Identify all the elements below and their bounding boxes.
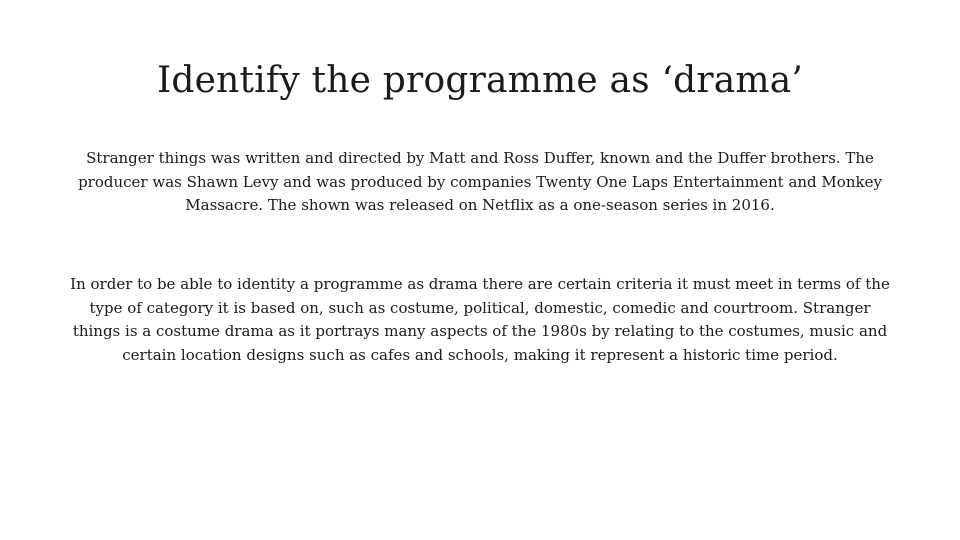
paragraph-production-info: Stranger things was written and directed by Matt and Ross Duffer, known and the Duffer brothers. The producer was Shawn Levy and was produced by companies Twenty One Laps Entertainment and Monkey Massacre. The shown was released on Netflix as a one-season series in 2016.: [78, 149, 882, 214]
paragraph-drama-criteria: In order to be able to identity a programme as drama there are certain criteria it must meet in terms of the type of category it is based on, such as costume, political, domestic, comedic and courtroom. Stranger things is a costume drama as it portrays many aspects of the 1980s by relating to the costumes, music and certain location designs such as cafes and schools, making it represent a historic time period.: [70, 275, 890, 364]
slide-title: Identify the programme as ‘drama’: [156, 60, 804, 101]
